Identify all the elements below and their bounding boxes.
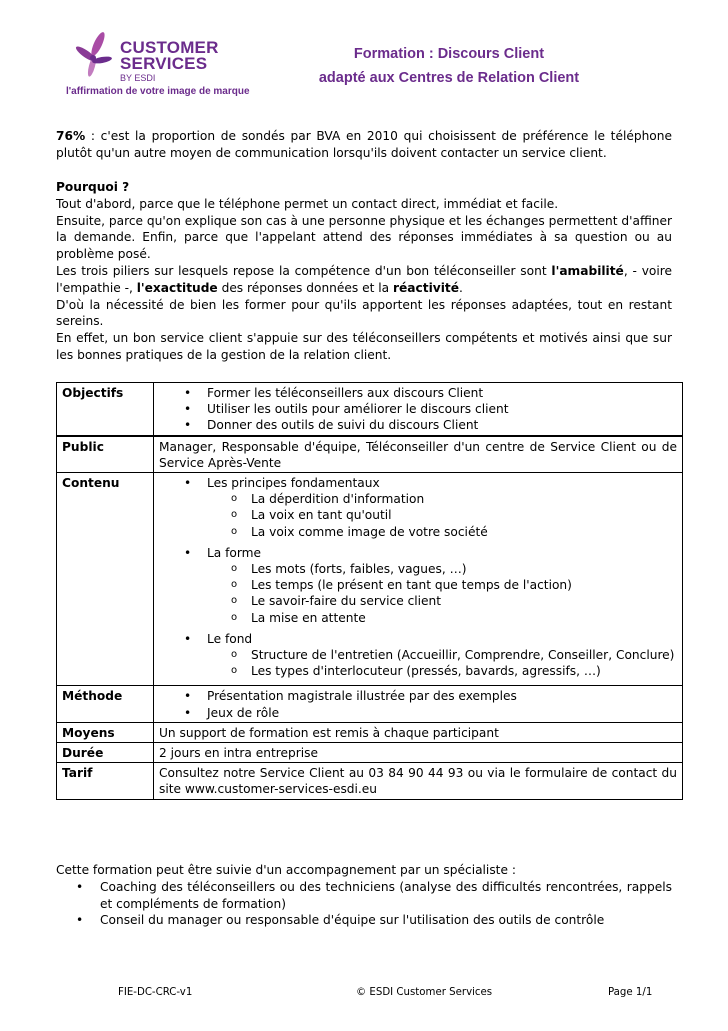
row-tarif <box>57 763 683 799</box>
why-paragraph-5: En effet, un bon service client s'appuie sur des téléconseillers compétents et motivés ainsi que sur les bonnes pratiques de la gestion de la relation client. <box>56 331 672 362</box>
keyword-exactitude: l'exactitude <box>136 280 218 295</box>
logo-subtitle: BY ESDI <box>120 73 156 83</box>
value-methode <box>154 686 683 722</box>
value-tarif: Consultez notre Service Client au 03 84 90 44 93 ou via le formulaire de contact du site www.customer-services-esdi.eu <box>154 763 683 799</box>
contenu-item: o La voix comme image de votre société <box>251 524 677 540</box>
intro-paragraph <box>56 128 672 162</box>
objectif-item: • Utiliser les outils pour améliorer le discours client <box>207 401 677 417</box>
followup-item: • Conseil du manager ou responsable d'équipe sur l'utilisation des outils de contrôle <box>100 912 672 929</box>
value-contenu <box>154 473 683 686</box>
why-heading: Pourquoi ? <box>56 180 130 194</box>
stat-text: : c'est la proportion de sondés par BVA en 2010 qui choisissent de préférence le téléphone plutôt qu'un autre moyen de communication lorsqu'ils doivent contacter un service client. <box>56 129 672 160</box>
contenu-section: • Les principes fondamentaux o La déperdition d'information o La voix en tant qu'outil o La voix comme image de votre société <box>207 475 677 545</box>
followup-section <box>56 862 672 929</box>
flower-logo-icon <box>62 30 122 86</box>
logo-tagline: l'affirmation de votre image de marque <box>66 86 250 97</box>
label-contenu: Contenu <box>57 473 154 686</box>
contenu-section: • La forme o Les mots (forts, faibles, vagues, …) o Les temps (le présent en tant que temps de l'action) o Le savoir-faire du service client o La mise en attente <box>207 545 677 631</box>
contenu-item: o Les types d'interlocuteur (pressés, bavards, agressifs, …) <box>251 663 677 679</box>
company-logo <box>62 30 252 98</box>
row-public <box>57 436 683 473</box>
value-duree: 2 jours en intra entreprise <box>154 743 683 763</box>
contenu-item: o Les temps (le présent en tant que temps de l'action) <box>251 577 677 593</box>
why-paragraph-3: Les trois piliers sur lesquels repose la compétence d'un bon téléconseiller sont l'amabilité, - voire l'empathie -, l'exactitude des réponses données et la réactivité. <box>56 263 672 295</box>
contenu-item: o La voix en tant qu'outil <box>251 507 677 523</box>
objectif-item: • Former les téléconseillers aux discours Client <box>207 385 677 401</box>
row-moyens <box>57 722 683 742</box>
logo-brand <box>120 40 219 72</box>
contenu-item: o La mise en attente <box>251 610 677 626</box>
keyword-reactivite: réactivité <box>393 280 459 295</box>
logo-line-2: SERVICES <box>120 54 208 73</box>
value-objectifs <box>154 383 683 436</box>
training-info-table <box>56 382 683 800</box>
contenu-item: o Structure de l'entretien (Accueillir, Comprendre, Conseiller, Conclure) <box>251 647 677 663</box>
footer-copyright: © ESDI Customer Services <box>356 987 493 998</box>
contenu-item: o Les mots (forts, faibles, vagues, …) <box>251 561 677 577</box>
why-paragraph-1: Tout d'abord, parce que le téléphone permet un contact direct, immédiat et facile. <box>56 196 559 211</box>
footer-reference: FIE-DC-CRC-v1 <box>118 987 193 998</box>
why-section <box>56 179 672 364</box>
row-methode <box>57 686 683 722</box>
methode-item: • Jeux de rôle <box>207 705 677 721</box>
value-public: Manager, Responsable d'équipe, Téléconseiller d'un centre de Service Client ou de Service Après-Vente <box>154 436 683 473</box>
methode-item: • Présentation magistrale illustrée par des exemples <box>207 688 677 704</box>
why-paragraph-2: Ensuite, parce qu'on explique son cas à une personne physique et les échanges permettent d'affiner la demande. Enfin, parce que l'appelant attend des réponses immédiates à sa question ou au problème posé. <box>56 213 672 262</box>
label-objectifs: Objectifs <box>57 383 154 436</box>
label-public: Public <box>57 436 154 473</box>
row-objectifs <box>57 383 683 436</box>
keyword-amabilite: l'amabilité <box>551 263 624 278</box>
label-duree: Durée <box>57 743 154 763</box>
title-line-2: adapté aux Centres de Relation Client <box>318 70 580 86</box>
followup-item: • Coaching des téléconseillers ou des techniciens (analyse des difficultés rencontrées, rappels et compléments de formation) <box>100 879 672 913</box>
label-moyens: Moyens <box>57 722 154 742</box>
label-tarif: Tarif <box>57 763 154 799</box>
followup-intro: Cette formation peut être suivie d'un accompagnement par un spécialiste : <box>56 863 516 877</box>
page-title <box>290 42 608 90</box>
footer-page-number: Page 1/1 <box>608 987 653 998</box>
label-methode: Méthode <box>57 686 154 722</box>
value-moyens: Un support de formation est remis à chaque participant <box>154 722 683 742</box>
row-contenu <box>57 473 683 686</box>
contenu-item: o La déperdition d'information <box>251 491 677 507</box>
contenu-item: o Le savoir-faire du service client <box>251 593 677 609</box>
contenu-section: • Le fond o Structure de l'entretien (Accueillir, Comprendre, Conseiller, Conclure) o Les types d'interlocuteur (pressés, bavards, agressifs, …) <box>207 631 677 685</box>
title-line-1: Formation : Discours Client <box>353 46 545 62</box>
logo-line-1: CUSTOMER <box>120 38 219 57</box>
row-duree <box>57 743 683 763</box>
objectif-item: • Donner des outils de suivi du discours Client <box>207 417 677 433</box>
why-paragraph-4: D'où la nécessité de bien les former pour qu'ils apportent les réponses adaptées, tout en restant sereins. <box>56 297 672 329</box>
stat-value: 76% <box>56 129 86 143</box>
